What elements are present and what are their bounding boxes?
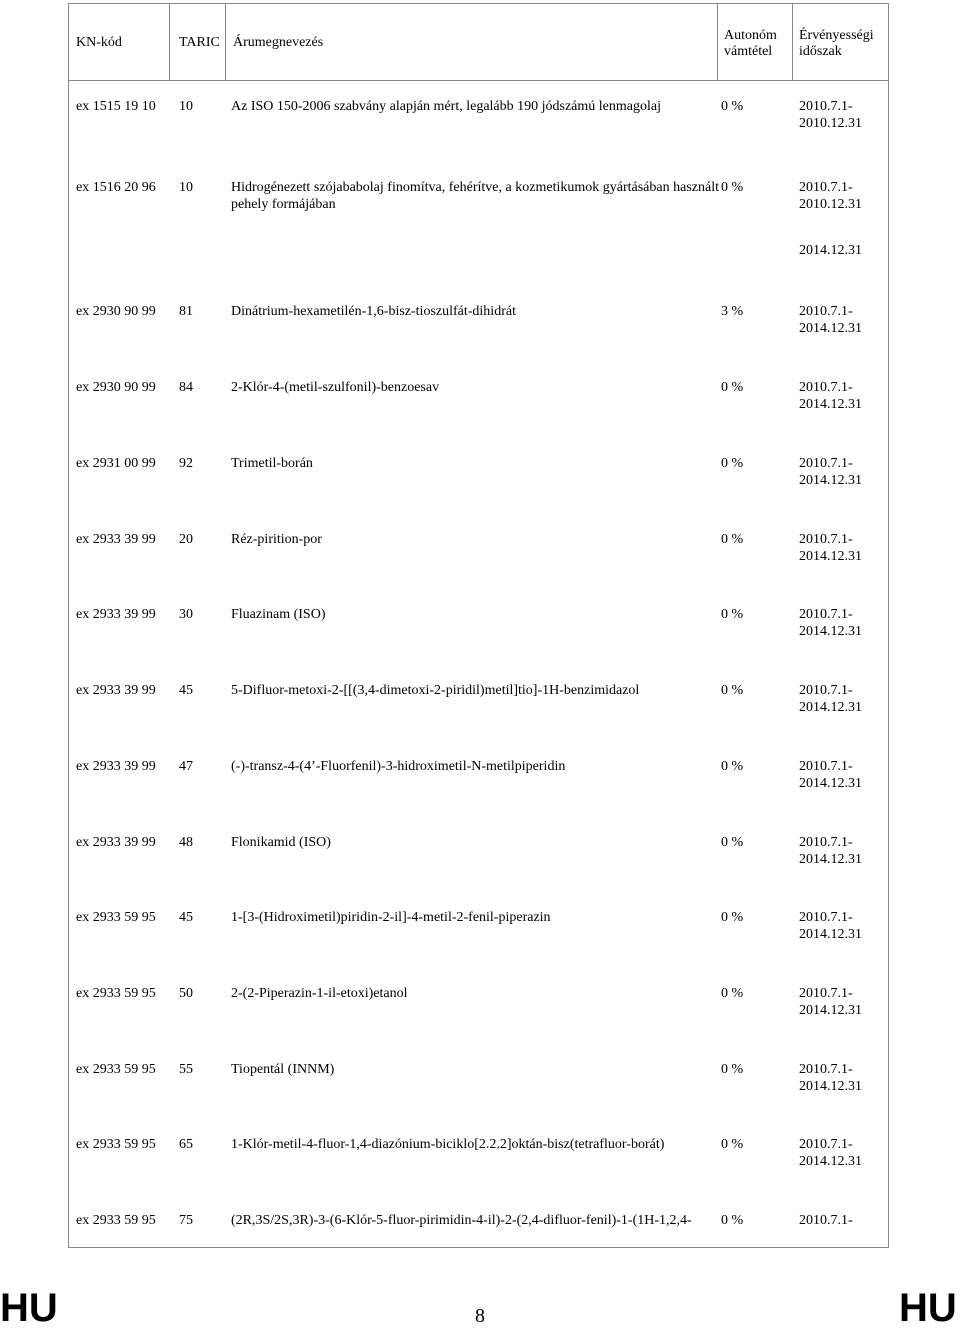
autonomous-duty-rate: 0 % — [721, 910, 744, 925]
product-description: Trimetil-borán — [231, 456, 313, 471]
footer-country-code-left: HU — [0, 1286, 58, 1330]
validity-period-end: 2014.12.31 — [799, 624, 862, 639]
taric-code: 84 — [179, 380, 193, 395]
kn-code: ex 1515 19 10 — [76, 99, 156, 114]
validity-period-start: 2010.7.1- — [799, 683, 853, 698]
product-description: Dinátrium-hexametilén-1,6-bisz-tioszulfát-dihidrát — [231, 304, 516, 319]
validity-period-start: 2010.7.1- — [799, 180, 853, 195]
taric-code: 45 — [179, 910, 193, 925]
validity-period-end: 2014.12.31 — [799, 927, 862, 942]
autonomous-duty-rate: 0 % — [721, 380, 744, 395]
validity-period-end: 2014.12.31 — [799, 852, 862, 867]
page-number: 8 — [475, 1305, 485, 1327]
kn-code: ex 2933 39 99 — [76, 683, 156, 698]
taric-code: 92 — [179, 456, 193, 471]
table-header — [69, 4, 888, 81]
taric-code: 50 — [179, 986, 193, 1001]
taric-code: 81 — [179, 304, 193, 319]
header-arumegnevezes: Árumegnevezés — [233, 35, 324, 50]
validity-period-end: 2014.12.31 — [799, 1003, 862, 1018]
validity-period — [799, 531, 889, 565]
header-ervenyessegi-idoszak — [799, 28, 874, 60]
product-description: 5-Difluor-metoxi-2-[[(3,4-dimetoxi-2-piridil)metil]tio]-1H-benzimidazol — [231, 683, 640, 698]
validity-period-start: 2010.7.1- — [799, 380, 853, 395]
validity-period-start: 2010.7.1- — [799, 1062, 853, 1077]
validity-period — [799, 455, 889, 489]
kn-code: ex 1516 20 96 — [76, 180, 156, 195]
header-autonom-vamtetel — [724, 28, 777, 60]
validity-period — [799, 179, 889, 213]
autonomous-duty-rate: 0 % — [721, 759, 744, 774]
product-description: Réz-pirition-por — [231, 532, 322, 547]
autonomous-duty-rate: 0 % — [721, 532, 744, 547]
product-description: (-)-transz-4-(4’-Fluorfenil)-3-hidroximetil-N-metilpiperidin — [231, 759, 566, 774]
product-description: Az ISO 150-2006 szabvány alapján mért, legalább 190 jódszámú lenmagolaj — [231, 99, 661, 114]
taric-code: 55 — [179, 1062, 193, 1077]
validity-period — [799, 242, 889, 259]
validity-period-end: 2014.12.31 — [799, 321, 862, 336]
validity-period-end: 2014.12.31 — [799, 549, 862, 564]
header-kn-kod: KN-kód — [76, 35, 122, 50]
validity-period-end: 2014.12.31 — [799, 1154, 862, 1169]
product-description: Flonikamid (ISO) — [231, 835, 331, 850]
validity-period — [799, 98, 889, 132]
validity-period-start: 2010.7.1- — [799, 1137, 853, 1152]
kn-code: ex 2933 39 99 — [76, 835, 156, 850]
validity-period-start: 2010.7.1- — [799, 532, 853, 547]
header-ervenyessegi-line2: időszak — [799, 44, 842, 59]
validity-period-end: 2014.12.31 — [799, 776, 862, 791]
validity-period — [799, 1136, 889, 1170]
header-divider — [717, 4, 718, 80]
validity-period-end: 2014.12.31 — [799, 700, 862, 715]
validity-period — [799, 682, 889, 716]
kn-code: ex 2933 59 95 — [76, 1137, 156, 1152]
product-description: Fluazinam (ISO) — [231, 607, 326, 622]
validity-period-end: 2014.12.31 — [799, 473, 862, 488]
header-divider — [169, 4, 170, 80]
taric-code: 10 — [179, 180, 193, 195]
product-description: Tiopentál (INNM) — [231, 1062, 335, 1077]
kn-code: ex 2930 90 99 — [76, 304, 156, 319]
validity-period-start: 2010.7.1- — [799, 304, 853, 319]
validity-period — [799, 379, 889, 413]
taric-code: 75 — [179, 1213, 193, 1228]
taric-code: 30 — [179, 607, 193, 622]
validity-period — [799, 758, 889, 792]
autonomous-duty-rate: 0 % — [721, 683, 744, 698]
validity-period — [799, 1061, 889, 1095]
header-ervenyessegi-line1: Érvényességi — [799, 28, 874, 43]
validity-period — [799, 834, 889, 868]
taric-code: 48 — [179, 835, 193, 850]
validity-period-start: 2010.7.1- — [799, 607, 853, 622]
autonomous-duty-rate: 0 % — [721, 456, 744, 471]
validity-period-start: 2010.7.1- — [799, 456, 853, 471]
taric-code: 45 — [179, 683, 193, 698]
autonomous-duty-rate: 0 % — [721, 1062, 744, 1077]
header-divider — [792, 4, 793, 80]
kn-code: ex 2933 59 95 — [76, 910, 156, 925]
validity-period-end: 2010.12.31 — [799, 116, 862, 131]
autonomous-duty-rate: 0 % — [721, 986, 744, 1001]
kn-code: ex 2933 59 95 — [76, 1213, 156, 1228]
kn-code: ex 2933 39 99 — [76, 607, 156, 622]
validity-period — [799, 985, 889, 1019]
header-autonom-line1: Autonóm — [724, 28, 777, 43]
product-description: Hidrogénezett szójababolaj finomítva, fehérítve, a kozmetikumok gyártásában használt pehely formájában — [231, 180, 719, 212]
validity-period — [799, 606, 889, 640]
product-description: 2-Klór-4-(metil-szulfonil)-benzoesav — [231, 380, 440, 395]
validity-period-start: 2010.7.1- — [799, 99, 853, 114]
validity-period-end: 2014.12.31 — [799, 1079, 862, 1094]
kn-code: ex 2933 59 95 — [76, 986, 156, 1001]
validity-period — [799, 303, 889, 337]
validity-period — [799, 909, 889, 943]
header-taric: TARIC — [179, 35, 220, 50]
autonomous-duty-rate: 0 % — [721, 1213, 744, 1228]
header-divider — [225, 4, 226, 80]
validity-period-start: 2010.7.1- — [799, 1213, 853, 1228]
autonomous-duty-rate: 0 % — [721, 180, 744, 195]
product-description: 1-[3-(Hidroximetil)piridin-2-il]-4-metil-2-fenil-piperazin — [231, 910, 551, 925]
autonomous-duty-rate: 0 % — [721, 835, 744, 850]
footer-country-code-right: HU — [899, 1286, 957, 1330]
validity-period-end: 2014.12.31 — [799, 397, 862, 412]
product-description: (2R,3S/2S,3R)-3-(6-Klór-5-fluor-pirimidin-4-il)-2-(2,4-difluor-fenil)-1-(1H-1,2,4- — [231, 1213, 692, 1228]
kn-code: ex 2930 90 99 — [76, 380, 156, 395]
product-description: 2-(2-Piperazin-1-il-etoxi)etanol — [231, 986, 408, 1001]
validity-period-start: 2010.7.1- — [799, 986, 853, 1001]
autonomous-duty-rate: 0 % — [721, 1137, 744, 1152]
kn-code: ex 2931 00 99 — [76, 456, 156, 471]
kn-code: ex 2933 39 99 — [76, 532, 156, 547]
taric-code: 10 — [179, 99, 193, 114]
header-autonom-line2: vámtétel — [724, 44, 773, 59]
autonomous-duty-rate: 0 % — [721, 607, 744, 622]
validity-period-start: 2014.12.31 — [799, 243, 862, 258]
validity-period-end: 2010.12.31 — [799, 197, 862, 212]
autonomous-duty-rate: 3 % — [721, 304, 744, 319]
taric-code: 65 — [179, 1137, 193, 1152]
taric-code: 20 — [179, 532, 193, 547]
taric-code: 47 — [179, 759, 193, 774]
validity-period-start: 2010.7.1- — [799, 910, 853, 925]
tariff-table — [68, 3, 889, 1248]
kn-code: ex 2933 59 95 — [76, 1062, 156, 1077]
autonomous-duty-rate: 0 % — [721, 99, 744, 114]
product-description: 1-Klór-metil-4-fluor-1,4-diazónium-biciklo[2.2.2]oktán-bisz(tetrafluor-borát) — [231, 1137, 665, 1152]
validity-period-start: 2010.7.1- — [799, 835, 853, 850]
kn-code: ex 2933 39 99 — [76, 759, 156, 774]
validity-period-start: 2010.7.1- — [799, 759, 853, 774]
validity-period — [799, 1212, 889, 1229]
